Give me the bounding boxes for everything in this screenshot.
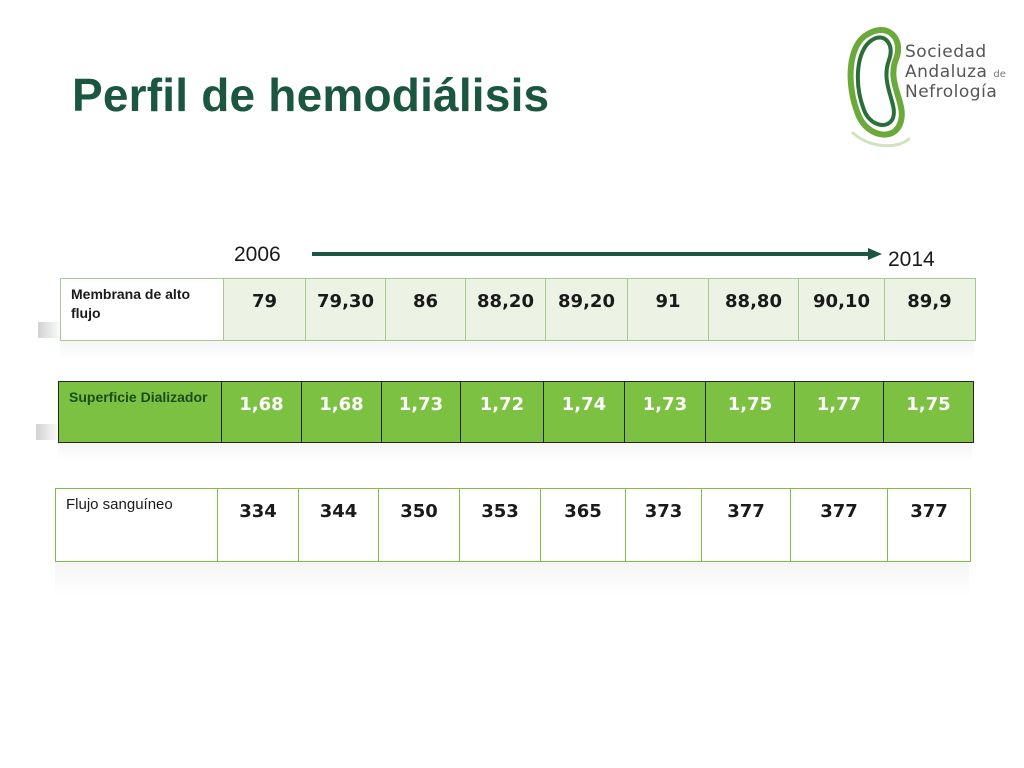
superficie-value: 1,72 [461,382,544,442]
superficie-value: 1,77 [795,382,884,442]
logo-text-line3: Nefrología [905,82,998,102]
membrana-value: 86 [386,279,466,340]
membrana-value: 79 [224,279,306,340]
superficie-value: 1,73 [382,382,461,442]
membrana-value: 90,10 [799,279,885,340]
flujo-value: 373 [626,489,702,561]
membrana-value: 91 [628,279,709,340]
flujo-value: 377 [888,489,970,561]
flujo-value: 377 [791,489,888,561]
membrana-value: 89,20 [546,279,628,340]
flujo-value: 353 [460,489,541,561]
membrana-label: Membrana de alto flujo [61,279,224,340]
flujo-value: 334 [218,489,299,561]
flujo-value: 365 [541,489,626,561]
row-shadow [36,424,60,440]
row-reflection [55,562,969,598]
flujo-value: 344 [299,489,379,561]
superficie-value: 1,74 [544,382,625,442]
superficie-value: 1,68 [222,382,302,442]
flujo-value: 377 [702,489,791,561]
membrana-value: 88,80 [709,279,799,340]
flujo-value: 350 [379,489,460,561]
row-reflection [58,443,972,461]
membrana-row [60,278,976,341]
superficie-value: 1,68 [302,382,382,442]
logo-text-line1: Sociedad [905,42,987,62]
superficie-value: 1,73 [625,382,706,442]
start-year-label: 2006 [234,243,281,266]
superficie-row [58,381,974,443]
row-reflection [60,341,974,359]
flujo-row [55,488,971,562]
membrana-value: 79,30 [306,279,386,340]
membrana-value: 89,9 [885,279,974,340]
superficie-label: Superficie Dializador [59,382,222,442]
superficie-value: 1,75 [706,382,795,442]
membrana-value: 88,20 [466,279,546,340]
flujo-label: Flujo sanguíneo [56,489,218,561]
page-title: Perfil de hemodiálisis [72,69,550,121]
timeline-arrow-icon [312,244,882,264]
end-year-label: 2014 [888,248,935,271]
logo-text-line2: Andaluza de [905,62,1006,82]
superficie-value: 1,75 [884,382,973,442]
row-shadow [38,322,62,338]
